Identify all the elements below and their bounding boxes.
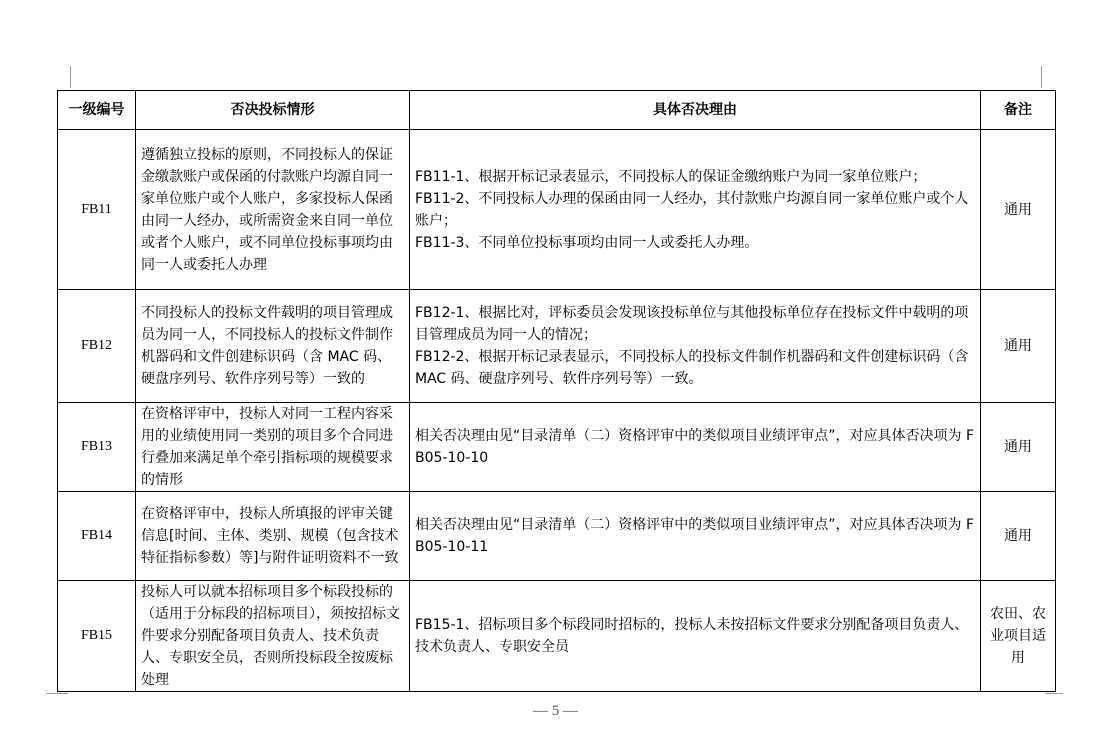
row-note: 通用: [981, 403, 1056, 492]
reason-line: FB11-2、不同投标人办理的保函由同一人经办，其付款账户均源自同一家单位账户或个人账户；: [415, 190, 969, 229]
row-note: 通用: [981, 492, 1056, 581]
table-row: [58, 130, 1056, 290]
row-code: FB11: [58, 130, 136, 290]
table-header-row: [58, 91, 1056, 130]
crop-mark-top-right-v: [1041, 66, 1042, 88]
crop-mark-bottom-right-h: [1045, 693, 1063, 694]
reason-line: FB11-3、不同单位投标事项均由同一人或委托人办理。: [415, 234, 759, 251]
header-code: 一级编号: [58, 91, 136, 130]
row-code: FB13: [58, 403, 136, 492]
veto-table: [57, 90, 1056, 692]
row-code: FB15: [58, 581, 136, 692]
table-row: [58, 290, 1056, 403]
row-situation: 投标人可以就本招标项目多个标段投标的（适用于分标段的招标项目），须按招标文件要求分别配备项目负责人、技术负责人、专职安全员，否则所投标段全按废标处理: [136, 581, 410, 692]
row-reasons: [410, 581, 981, 692]
table-row: [58, 492, 1056, 581]
crop-mark-top-left-v: [70, 66, 71, 88]
reason-line: FB12-1、根据比对，评标委员会发现该投标单位与其他投标单位存在投标文件中载明的项目管理成员为同一人的情况；: [415, 305, 969, 343]
row-reasons: [410, 492, 981, 581]
row-note: 通用: [981, 290, 1056, 403]
reason-line: FB11-1、根据开标记录表显示，不同投标人的保证金缴纳账户为同一家单位账户；: [415, 168, 927, 185]
row-situation: 在资格评审中，投标人所填报的评审关键信息[时间、主体、类别、规模（包含技术特征指标参数）等]与附件证明资料不一致: [136, 492, 410, 581]
reason-line: 相关否决理由见“目录清单（二）资格评审中的类似项目业绩评审点”，对应具体否决项为 FB05-10-10: [415, 428, 975, 466]
reason-line: FB15-1、招标项目多个标段同时招标的，投标人未按招标文件要求分别配备项目负责人、技术负责人、专职安全员: [415, 617, 969, 655]
row-situation: 遵循独立投标的原则，不同投标人的保证金缴款账户或保函的付款账户均源自同一家单位账户或个人账户，多家投标人保函由同一人经办，或所需资金来自同一单位或者个人账户，或不同单位投标事项均由同一人或委托人办理: [136, 130, 410, 290]
row-code: FB12: [58, 290, 136, 403]
reason-line: FB12-2、根据开标记录表显示，不同投标人的投标文件制作机器码和文件创建标识码（含 MAC 码、硬盘序列号、软件序列号等）一致。: [415, 349, 969, 387]
row-situation: 不同投标人的投标文件载明的项目管理成员为同一人，不同投标人的投标文件制作机器码和文件创建标识码（含 MAC 码、硬盘序列号、软件序列号等）一致的: [136, 290, 410, 403]
reason-line: 相关否决理由见“目录清单（二）资格评审中的类似项目业绩评审点”，对应具体否决项为 FB05-10-11: [415, 517, 975, 555]
header-reason: 具体否决理由: [410, 91, 981, 130]
page-number: — 5 —: [533, 703, 578, 719]
row-reasons: [410, 130, 981, 290]
row-situation: 在资格评审中，投标人对同一工程内容采用的业绩使用同一类别的项目多个合同进行叠加来满足单个牵引指标项的规模要求的情形: [136, 403, 410, 492]
row-reasons: [410, 403, 981, 492]
row-note: 通用: [981, 130, 1056, 290]
table-row: [58, 403, 1056, 492]
header-situation: 否决投标情形: [136, 91, 410, 130]
row-note: 农田、农业项目适用: [981, 581, 1056, 692]
crop-mark-bottom-left-h: [46, 693, 68, 694]
row-code: FB14: [58, 492, 136, 581]
row-reasons: [410, 290, 981, 403]
table-row: [58, 581, 1056, 692]
header-note: 备注: [981, 91, 1056, 130]
